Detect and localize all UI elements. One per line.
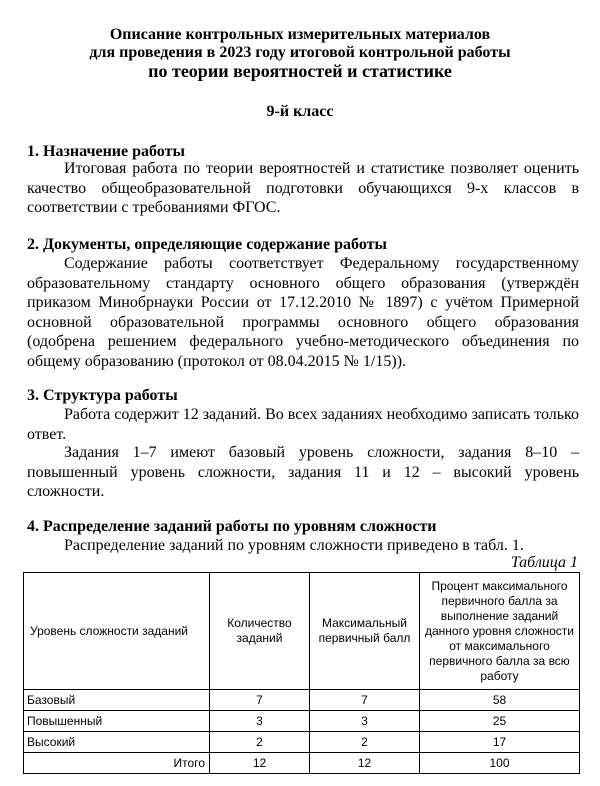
table-row [24,690,580,711]
document-title-line-1: Описание контрольных измерительных материалов [109,26,491,43]
row-task-count: 2 [210,732,310,753]
section-1-paragraph: Итоговая работа по теории вероятностей и статистике позволяет оценить качество общеобразовательной подготовки обучающихся 9-х классов в соответствии с требованиями ФГОС. [27,160,579,216]
table-caption: Таблица 1 [510,554,578,571]
section-3-paragraph-2: Задания 1–7 имеют базовый уровень сложности, задания 8–10 – повышенный уровень сложности, задания 11 и 12 – высокий уровень сложности. [27,444,579,500]
document-title-line-2: для проведения в 2023 году итоговой контрольной работы [89,44,511,61]
total-label: Итого [24,753,210,774]
section-4-heading: 4. Распределение заданий работы по уровням сложности [27,518,437,535]
table-total-row [24,753,580,774]
table-header-row [24,573,580,690]
section-3-paragraph-1: Работа содержит 12 заданий. Во всех заданиях необходимо записать только ответ. [27,406,579,443]
section-3-heading: 3. Структура работы [27,387,178,404]
section-1-heading: 1. Назначение работы [27,143,185,160]
row-task-count: 7 [210,690,310,711]
total-percent: 100 [420,753,580,774]
header-difficulty-level: Уровень сложности заданий [24,573,210,690]
row-percent: 17 [420,732,580,753]
row-max-score: 3 [310,711,420,732]
header-percent-of-max: Процент максимального первичного балла за выполнение заданий данного уровня сложности от максимального первичного балла за всю работу [420,573,580,690]
grade-label: 9-й класс [266,103,334,120]
row-level: Базовый [24,690,210,711]
header-task-count: Количество заданий [210,573,310,690]
row-max-score: 2 [310,732,420,753]
row-task-count: 3 [210,711,310,732]
row-percent: 25 [420,711,580,732]
header-max-primary-score: Максимальный первичный балл [310,573,420,690]
total-max-score: 12 [310,753,420,774]
total-task-count: 12 [210,753,310,774]
section-2-paragraph: Содержание работы соответствует Федеральному государственному образовательному стандарту основного общего образования (утверждён приказом Минобрнауки России от 17.12.2010 № 1897) с учётом Примерной основной образовательной программы основного общего образования (одобрена решением федерального учебно-методического объединения по общему образованию (протокол от 08.04.2015 № 1/15)). [27,255,579,370]
row-level: Повышенный [24,711,210,732]
section-2-heading: 2. Документы, определяющие содержание работы [27,236,387,253]
document-title-line-3: по теории вероятностей и статистике [148,61,452,81]
row-max-score: 7 [310,690,420,711]
table-row [24,732,580,753]
row-level: Высокий [24,732,210,753]
table-row [24,711,580,732]
row-percent: 58 [420,690,580,711]
difficulty-distribution-table [23,572,580,774]
section-4-paragraph: Распределение заданий по уровням сложности приведено в табл. 1. [64,537,524,554]
